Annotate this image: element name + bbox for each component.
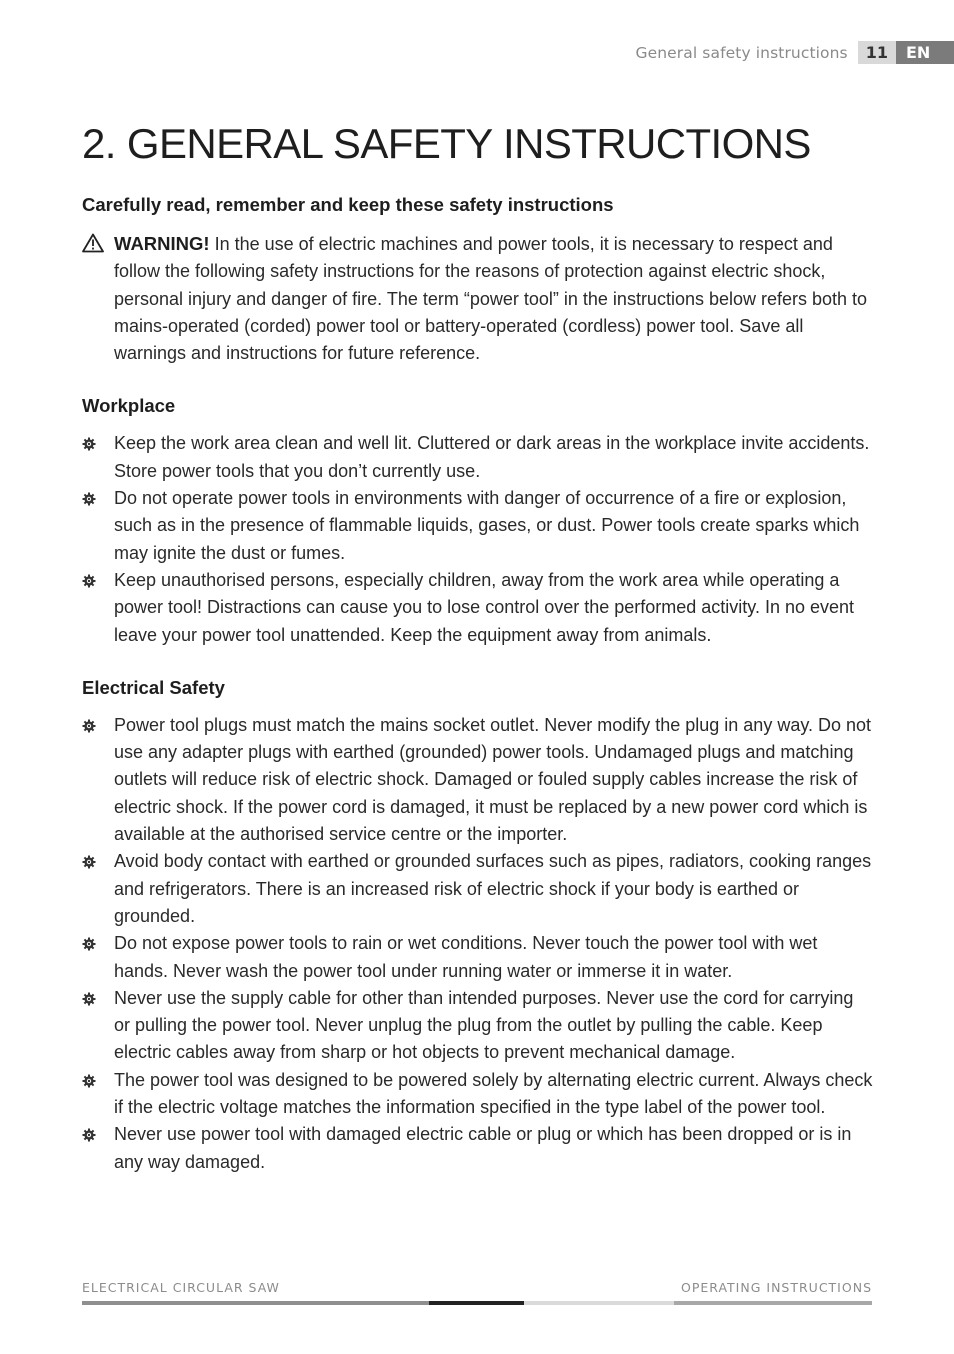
gear-bullet-icon bbox=[82, 1074, 96, 1088]
list-item-text: Do not operate power tools in environments with danger of occurrence of a fire or explosion, such as in the presence of flammable liquids, gases, or dust. Power tools create sparks which may ignite the dust or fumes. bbox=[114, 488, 860, 563]
list-item bbox=[82, 712, 874, 848]
gear-bullet-icon bbox=[82, 1128, 96, 1142]
language-tab: EN bbox=[896, 41, 954, 64]
subtitle: Carefully read, remember and keep these safety instructions bbox=[82, 194, 614, 215]
warning-text: In the use of electric machines and power tools, it is necessary to respect and follow the following safety instructions for the reasons of protection against electric shock, personal injury and danger of fire. The term “power tool” in the instructions below refers both to mains-operated (corded) power tool or battery-operated (cordless) power tool. Save all warnings and instructions for future reference. bbox=[114, 234, 868, 364]
list-item bbox=[82, 1121, 874, 1176]
list-item-text: Do not expose power tools to rain or wet conditions. Never touch the power tool with wet hands. Never wash the power tool under running water or immerse it in water. bbox=[114, 933, 818, 981]
footer-rule-segment bbox=[429, 1301, 524, 1305]
list-item-text: The power tool was designed to be powered solely by alternating electric current. Always check if the electric voltage matches the information specified in the type label of the power tool. bbox=[114, 1069, 873, 1118]
gear-bullet-icon bbox=[82, 574, 96, 588]
list-item bbox=[82, 848, 874, 930]
list-item-text: Keep unauthorised persons, especially children, away from the work area while operating a power tool! Distractions can cause you to lose control over the performed activity. In no event leave your power tool unattended. Keep the equipment away from animals. bbox=[114, 569, 855, 645]
list-item-text: Never use power tool with damaged electric cable or plug or which has been dropped or is in any way damaged. bbox=[114, 1124, 852, 1172]
gear-bullet-icon bbox=[82, 937, 96, 951]
gear-bullet-icon bbox=[82, 992, 96, 1006]
list-item bbox=[82, 930, 874, 985]
page-header bbox=[636, 41, 954, 64]
footer-document-type: OPERATING INSTRUCTIONS bbox=[681, 1280, 872, 1295]
list-item bbox=[82, 485, 874, 567]
electrical-safety-list bbox=[82, 712, 874, 1176]
gear-bullet-icon bbox=[82, 492, 96, 506]
page-number: 11 bbox=[858, 41, 896, 64]
warning-label: WARNING! bbox=[114, 233, 210, 254]
page-title: 2. GENERAL SAFETY INSTRUCTIONS bbox=[82, 120, 811, 167]
list-item bbox=[82, 985, 874, 1067]
warning-block bbox=[82, 230, 874, 367]
list-item-text: Power tool plugs must match the mains socket outlet. Never modify the plug in any way. Do not use any adapter plugs with earthed (grounded) power tools. Undamaged plugs and matching outlets will reduce risk of electric shock. Damaged or fouled supply cables increase the risk of electric shock. If the power cord is damaged, it must be replaced by a new power cord which is available at the authorised service centre or the importer. bbox=[114, 714, 872, 845]
footer-rule-segment bbox=[524, 1301, 674, 1305]
list-item-text: Never use the supply cable for other than intended purposes. Never use the cord for carrying or pulling the power tool. Never unplug the plug from the outlet by pulling the cable. Keep electric cables away from sharp or hot objects to prevent mechanical damage. bbox=[114, 987, 854, 1063]
gear-bullet-icon bbox=[82, 719, 96, 733]
header-title: General safety instructions bbox=[635, 43, 848, 62]
section-title-electrical-safety: Electrical Safety bbox=[82, 676, 225, 698]
list-item bbox=[82, 430, 874, 485]
list-item bbox=[82, 1067, 874, 1122]
gear-bullet-icon bbox=[82, 437, 96, 451]
section-title-workplace: Workplace bbox=[82, 395, 176, 417]
list-item bbox=[82, 567, 874, 649]
footer-rule-segment bbox=[82, 1301, 429, 1305]
footer-rule-segment bbox=[674, 1301, 872, 1305]
list-item-text: Keep the work area clean and well lit. Cluttered or dark areas in the workplace invite accidents. Store power tools that you don’t currently use. bbox=[114, 433, 870, 481]
footer-product-name: ELECTRICAL CIRCULAR SAW bbox=[82, 1280, 280, 1295]
warning-triangle-icon bbox=[82, 233, 104, 253]
main-content bbox=[82, 118, 874, 1176]
footer-rule bbox=[82, 1301, 872, 1305]
list-item-text: Avoid body contact with earthed or grounded surfaces such as pipes, radiators, cooking ranges and refrigerators. There is an increased risk of electric shock if your body is earthed or grounded. bbox=[114, 851, 872, 926]
gear-bullet-icon bbox=[82, 855, 96, 869]
workplace-list bbox=[82, 430, 874, 648]
